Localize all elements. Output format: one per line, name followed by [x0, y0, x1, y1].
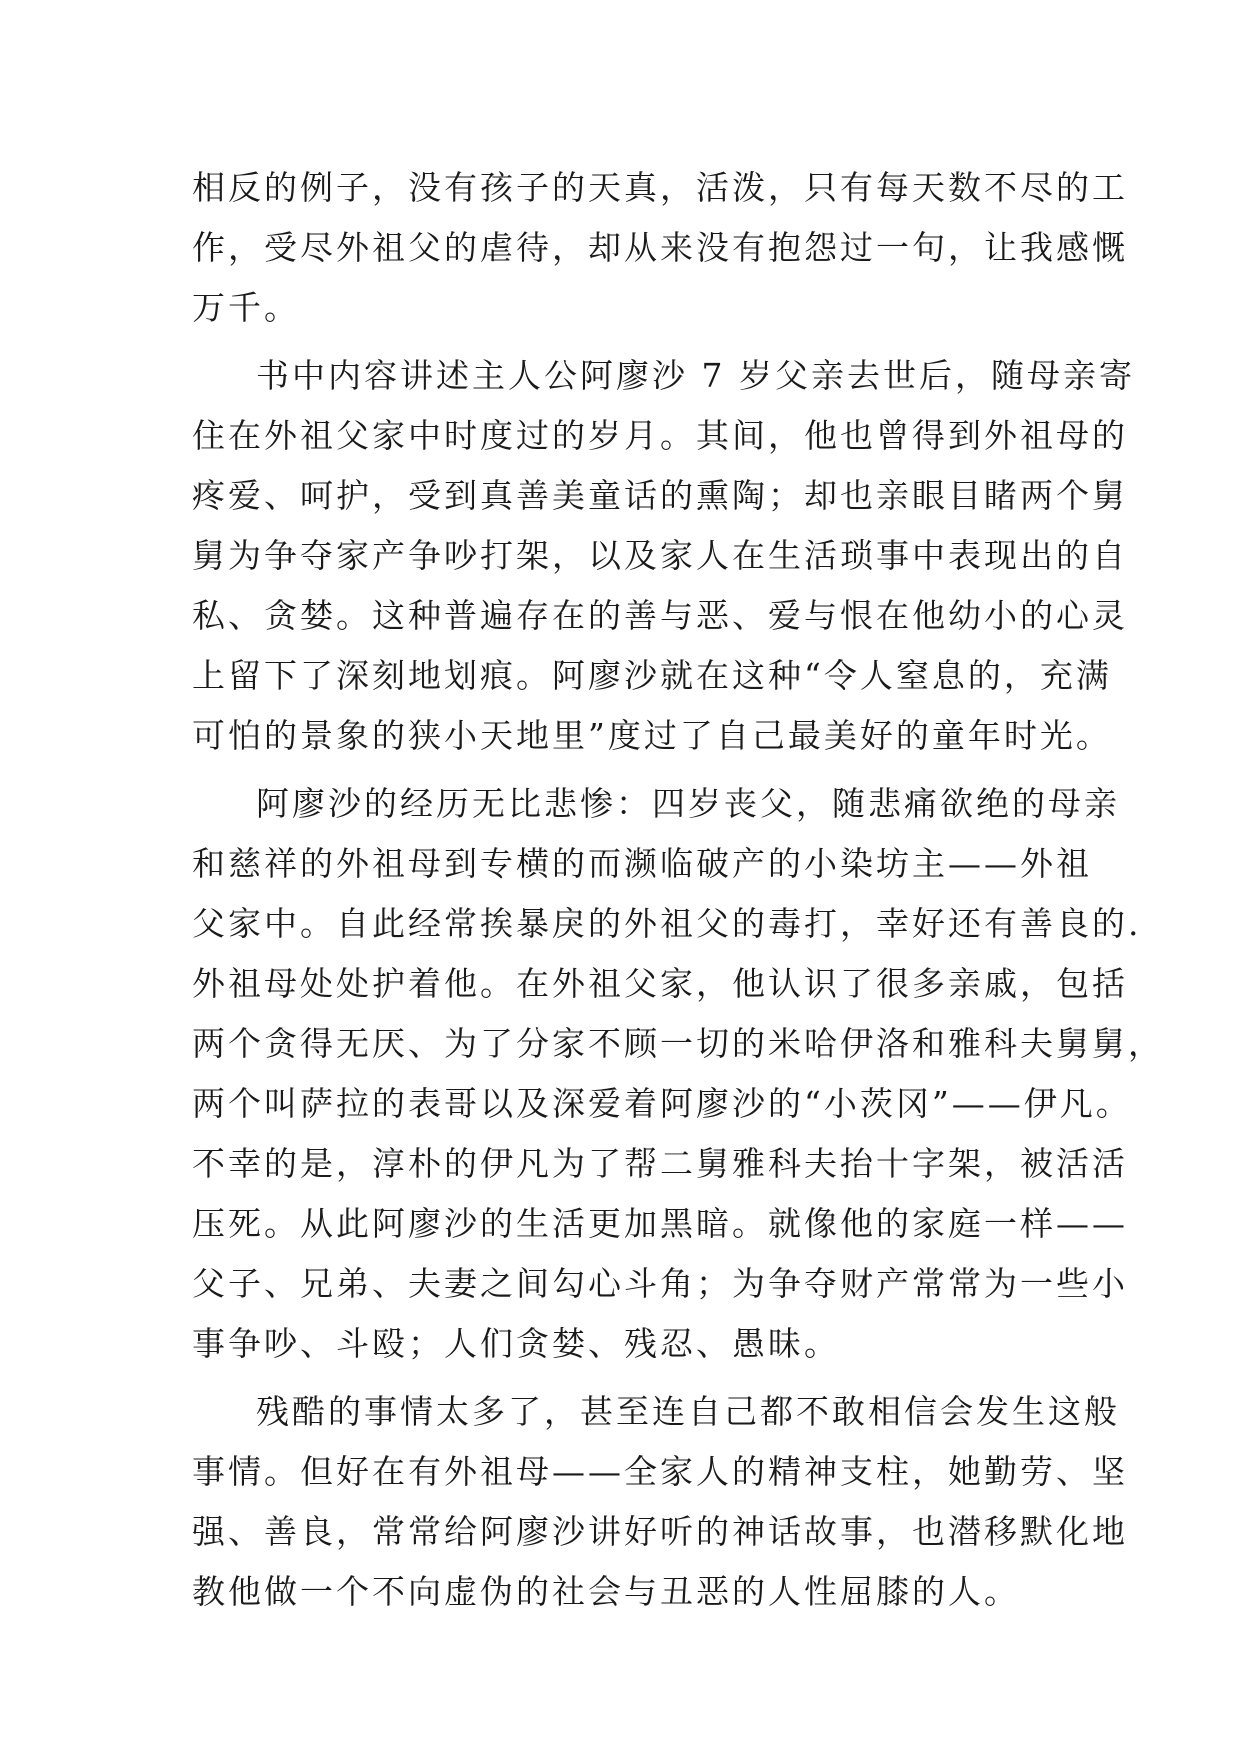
- text-line: 事争吵、斗殴；人们贪婪、残忍、愚昧。: [192, 1324, 840, 1363]
- text-line: 强、善良，常常给阿廖沙讲好听的神话故事，也潜移默化地: [192, 1512, 1128, 1551]
- text-line: 外祖母处处护着他。在外祖父家，他认识了很多亲戚，包括: [192, 964, 1128, 1003]
- text-line: 可怕的景象的狭小天地里”度过了自己最美好的童年时光。: [192, 716, 1112, 755]
- text-line: 私、贪婪。这种普遍存在的善与恶、爱与恨在他幼小的心灵: [192, 596, 1128, 635]
- text-line: 不幸的是，淳朴的伊凡为了帮二舅雅科夫抬十字架，被活活: [192, 1144, 1128, 1183]
- text-line: 住在外祖父家中时度过的岁月。其间，他也曾得到外祖母的: [192, 416, 1128, 455]
- text-line: 疼爱、呵护，受到真善美童话的熏陶；却也亲眼目睹两个舅: [192, 476, 1128, 515]
- paragraph-first-line: 书中内容讲述主人公阿廖沙 7 岁父亲去世后，随母亲寄: [256, 356, 1135, 395]
- text-line: 教他做一个不向虚伪的社会与丑恶的人性屈膝的人。: [192, 1572, 1020, 1611]
- text-line: 事情。但好在有外祖母——全家人的精神支柱，她勤劳、坚: [192, 1452, 1128, 1491]
- paragraph-first-line: 阿廖沙的经历无比悲惨：四岁丧父，随悲痛欲绝的母亲: [256, 784, 1120, 823]
- text-line: 作，受尽外祖父的虐待，却从来没有抱怨过一句，让我感慨: [192, 228, 1128, 267]
- text-line: 万千。: [192, 288, 300, 327]
- text-line: 相反的例子，没有孩子的天真，活泼，只有每天数不尽的工: [192, 168, 1128, 207]
- text-line: 两个贪得无厌、为了分家不顾一切的米哈伊洛和雅科夫舅舅，: [192, 1024, 1164, 1063]
- text-line: 两个叫萨拉的表哥以及深爱着阿廖沙的“小茨冈”——伊凡。: [192, 1084, 1132, 1123]
- text-line: 父子、兄弟、夫妻之间勾心斗角；为争夺财产常常为一些小: [192, 1264, 1128, 1303]
- text-line: 压死。从此阿廖沙的生活更加黑暗。就像他的家庭一样——: [192, 1204, 1128, 1243]
- text-line: 舅为争夺家产争吵打架，以及家人在生活琐事中表现出的自: [192, 536, 1128, 575]
- text-line: 父家中。自此经常挨暴戾的外祖父的毒打，幸好还有善良的.: [192, 904, 1142, 943]
- paragraph-first-line: 残酷的事情太多了，甚至连自己都不敢相信会发生这般: [256, 1392, 1120, 1431]
- text-line: 和慈祥的外祖母到专横的而濒临破产的小染坊主——外祖: [192, 844, 1092, 883]
- text-line: 上留下了深刻地划痕。阿廖沙就在这种“令人窒息的，充满: [192, 656, 1112, 695]
